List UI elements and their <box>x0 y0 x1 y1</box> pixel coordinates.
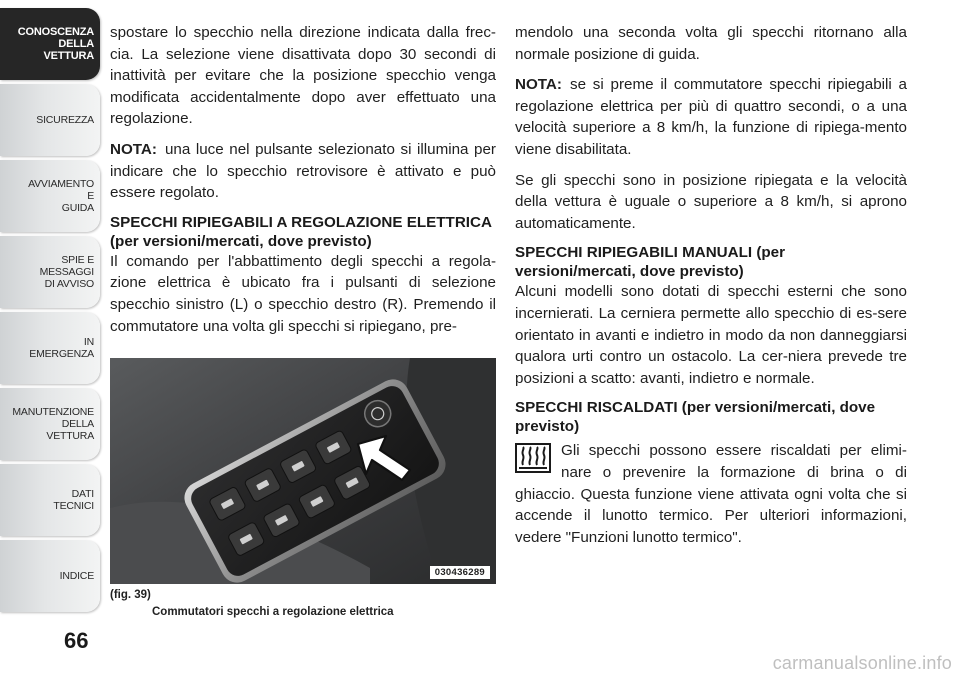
tab-label: DATI TECNICI <box>53 488 94 512</box>
figure-reference: (fig. 39) <box>110 589 151 601</box>
tab-label: MANUTENZIONE DELLA VETTURA <box>12 406 94 442</box>
note-paragraph <box>110 139 496 204</box>
tab-conoscenza-della-vettura[interactable] <box>0 8 100 80</box>
tab-in-emergenza[interactable] <box>0 312 100 384</box>
paragraph: Il comando per l'abbattimento degli specchi a regola-zione elettrica è ubicato fra i pulsanti di selezione specchio sinistro (L) o specchio destro (R). Premendo il commutatore una volta gli specchi si ripiegano, pre- <box>110 252 496 335</box>
chapter-sidebar <box>0 0 103 678</box>
section-heading: SPECCHI RISCALDATI (per versioni/mercati, dove previsto) <box>515 399 876 436</box>
figure-caption: Commutatori specchi a regolazione elettrica <box>152 606 394 618</box>
section-heading: SPECCHI RIPIEGABILI A REGOLAZIONE ELETTRICA (per versioni/mercati, dove previsto) <box>110 213 492 250</box>
tab-label: IN EMERGENZA <box>29 336 94 360</box>
mirror-switch-photo <box>110 358 496 584</box>
left-text-column <box>110 22 496 346</box>
tab-avviamento-e-guida[interactable] <box>0 160 100 232</box>
tab-label: SICUREZZA <box>36 114 94 126</box>
note-text: una luce nel pulsante selezionato si illumina per indicare che lo specchio retrovisore è attivato e può essere regolato. <box>110 140 496 202</box>
right-text-column <box>515 22 907 557</box>
tab-label: AVVIAMENTO E GUIDA <box>28 178 94 214</box>
tab-dati-tecnici[interactable] <box>0 464 100 536</box>
figure-code: 030436289 <box>430 566 490 579</box>
tab-label: CONOSCENZA DELLA VETTURA <box>17 26 94 62</box>
tab-label: INDICE <box>59 570 94 582</box>
paragraph: Alcuni modelli sono dotati di specchi esterni che sono incernierati. La cerniera permette allo specchio di es-sere orientato in avanti e indietro in modo da non danneggiarsi qualora urti contro un ostacolo. La cer-niera prevede tre posizioni a scatto: avanti, indietro e normale. <box>515 283 907 387</box>
note-label: NOTA: <box>110 140 157 158</box>
paragraph: Se gli specchi sono in posizione ripiegata e la velocità della vettura è uguale o superiore a 8 km/h, si aprono automaticamente. <box>515 171 907 232</box>
tab-indice[interactable] <box>0 540 100 612</box>
tab-spie-e-messaggi[interactable] <box>0 236 100 308</box>
heated-mirror-icon <box>515 443 551 473</box>
paragraph: mendolo una seconda volta gli specchi ritornano alla normale posizione di guida. <box>515 24 907 63</box>
tab-manutenzione-della-vettura[interactable] <box>0 388 100 460</box>
tab-label: SPIE E MESSAGGI DI AVVISO <box>39 254 94 290</box>
page-number: 66 <box>64 628 89 653</box>
watermark: carmanualsonline.info <box>772 653 952 673</box>
note-text: se si preme il commutatore specchi ripiegabili a regolazione elettrica per più di quattro secondi, o a una velocità superiore a 8 km/h, la funzione di ripiega-mento viene disabilitata. <box>515 76 907 158</box>
section-heading: SPECCHI RIPIEGABILI MANUALI (per versioni/mercati, dove previsto) <box>515 244 786 281</box>
heated-mirror-block <box>515 440 907 548</box>
tab-sicurezza[interactable] <box>0 84 100 156</box>
door-panel-illustration <box>110 358 496 584</box>
note-label: NOTA: <box>515 76 562 94</box>
paragraph: spostare lo specchio nella direzione indicata dalla frec-cia. La selezione viene disattivata dopo 30 secondi di inattività per evitare che la posizione specchio venga modificata accidentalmente dopo aver effettuato una regolazione. <box>110 24 496 128</box>
paragraph: Gli specchi possono essere riscaldati per elimi-nare o prevenire la formazione di brina o di ghiaccio. Questa funzione viene attivata ogni volta che si accende il lunotto termico. Per ulteriori informazioni, vedere "Funzioni lunotto termico". <box>515 442 907 546</box>
note-paragraph <box>515 74 907 160</box>
